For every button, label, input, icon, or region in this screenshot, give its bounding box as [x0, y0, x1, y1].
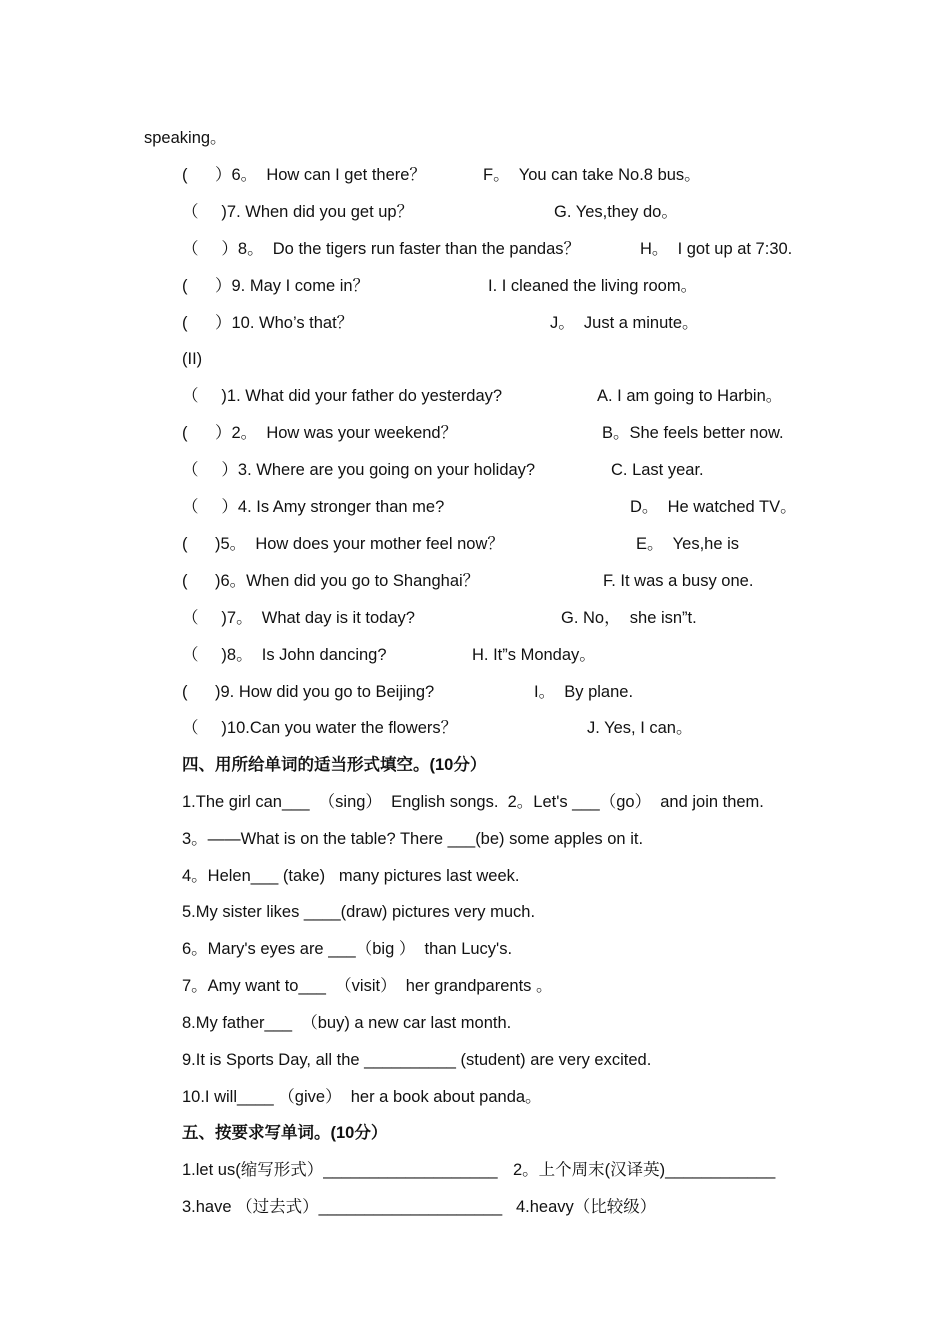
- match-question: （ )8。 Is John dancing?: [182, 646, 387, 664]
- match-question: （ )10.Can you water the flowers？: [182, 719, 458, 737]
- fill-blank-item: 6。Mary's eyes are ___（big ） than Lucy's.: [182, 940, 513, 958]
- match-question: （ ）4. Is Amy stronger than me?: [182, 498, 445, 516]
- match-row: [182, 238, 822, 260]
- match-answer: H. It”s Monday。: [472, 646, 596, 664]
- match-row: [182, 164, 822, 186]
- word-task-left: 1.let us(缩写形式）___________________: [182, 1161, 498, 1179]
- match-question: （ )1. What did your father do yesterday?: [182, 387, 503, 405]
- match-answer: E。 Yes,he is: [636, 535, 740, 553]
- match-row: [182, 681, 822, 703]
- match-question: ( ）6。 How can I get there？: [182, 166, 426, 184]
- section-label: (II): [182, 350, 203, 368]
- match-answer: B。She feels better now.: [602, 424, 784, 442]
- match-answer: J。 Just a minute。: [550, 314, 699, 332]
- match-answer: I。 By plane.: [534, 683, 634, 701]
- match-answer: G. Yes,they do。: [554, 203, 678, 221]
- match-answer: I. I cleaned the living room。: [488, 277, 698, 295]
- intro-fragment: speaking。: [144, 129, 227, 147]
- fill-blank-item: 9.It is Sports Day, all the __________ (student) are very excited.: [182, 1051, 652, 1069]
- match-question: ( )6。When did you go to Shanghai？: [182, 572, 480, 590]
- section-4-title: 四、用所给单词的适当形式填空。(10分）: [182, 756, 487, 774]
- match-answer: C. Last year.: [611, 461, 704, 479]
- match-row: [182, 422, 822, 444]
- match-answer: F. It was a busy one.: [603, 572, 754, 590]
- match-question: ( )9. How did you go to Beijing?: [182, 683, 435, 701]
- match-answer: J. Yes, I can。: [587, 719, 693, 737]
- fill-blank-item: 10.I will____ （give） her a book about panda。: [182, 1088, 542, 1106]
- match-question: （ ）8。 Do the tigers run faster than the pandas？: [182, 240, 581, 258]
- match-question: ( ）10. Who’s that？: [182, 314, 354, 332]
- word-task-row: [182, 1196, 822, 1218]
- match-row: [182, 385, 822, 407]
- match-row: [182, 312, 822, 334]
- word-task-left: 3.have （过去式）____________________: [182, 1198, 503, 1216]
- match-row: [182, 570, 822, 592]
- match-question: ( ）9. May I come in？: [182, 277, 370, 295]
- match-row: [182, 533, 822, 555]
- word-task-row: [182, 1159, 822, 1181]
- match-row: [182, 607, 822, 629]
- match-answer: H。 I got up at 7:30.: [640, 240, 793, 258]
- match-answer: A. I am going to Harbin。: [597, 387, 783, 405]
- fill-blank-item: 7。Amy want to___ （visit） her grandparents 。: [182, 977, 553, 995]
- match-question: ( )5。 How does your mother feel now？: [182, 535, 504, 553]
- match-answer: D。 He watched TV。: [630, 498, 797, 516]
- fill-blank-item: 5.My sister likes ____(draw) pictures very much.: [182, 903, 536, 921]
- fill-blank-item: 3。——What is on the table? There ___(be) some apples on it.: [182, 830, 644, 848]
- match-question: （ ）3. Where are you going on your holiday?: [182, 461, 536, 479]
- fill-blank-item: 8.My father___ （buy) a new car last month.: [182, 1014, 512, 1032]
- fill-blank-item: 1.The girl can___ （sing） English songs. 2。Let's ___（go） and join them.: [182, 793, 764, 811]
- match-answer: F。 You can take No.8 bus。: [483, 166, 701, 184]
- match-row: [182, 275, 822, 297]
- match-row: [182, 459, 822, 481]
- section-5-title: 五、按要求写单词。(10分）: [182, 1124, 388, 1142]
- match-question: （ )7. When did you get up？: [182, 203, 414, 221]
- match-question: （ )7。 What day is it today?: [182, 609, 415, 627]
- match-row: [182, 717, 822, 739]
- word-task-right: 4.heavy（比较级）: [516, 1198, 657, 1216]
- match-answer: G. No， she isn”t.: [561, 609, 697, 627]
- fill-blank-item: 4。Helen___ (take) many pictures last week.: [182, 867, 520, 885]
- word-task-right: 2。上个周末(汉译英)____________: [513, 1161, 776, 1179]
- match-row: [182, 201, 822, 223]
- match-question: ( ）2。 How was your weekend？: [182, 424, 458, 442]
- match-row: [182, 644, 822, 666]
- match-row: [182, 496, 822, 518]
